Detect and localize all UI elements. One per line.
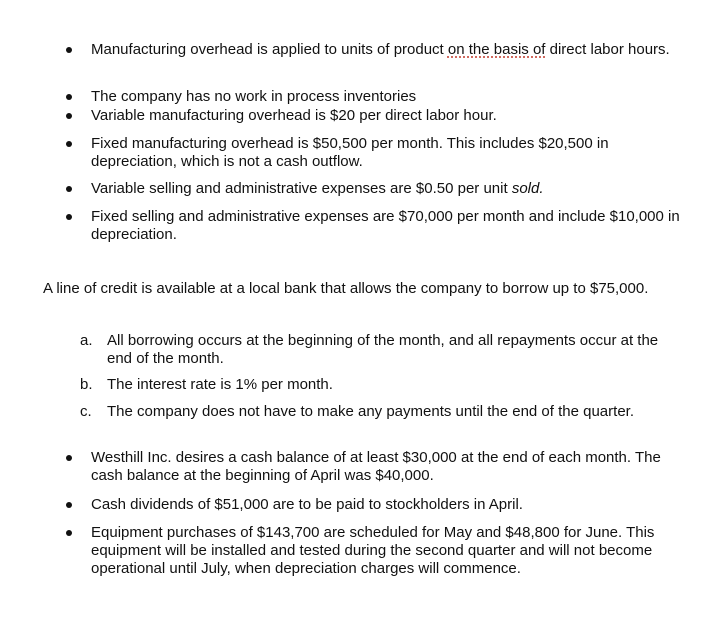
list-marker: b.: [80, 376, 93, 393]
line-of-credit-paragraph: A line of credit is available at a local bank that allows the company to borrow up to $75,000.: [43, 280, 649, 297]
bullet-text: Variable manufacturing overhead is $20 per direct labor hour.: [91, 107, 497, 124]
credit-term-c: [80, 403, 667, 421]
bullet-text: Fixed selling and administrative expenses are $70,000 per month and include $10,000 in depreciation.: [91, 208, 680, 243]
credit-term-b: [80, 376, 667, 394]
bullet-item-variable-selling: [91, 180, 681, 198]
italic-word: sold.: [511, 180, 544, 197]
list-marker: a.: [80, 332, 93, 349]
list-item-text: All borrowing occurs at the beginning of the month, and all repayments occur at the end of the month.: [107, 332, 659, 367]
bullet-text: Equipment purchases of $143,700 are scheduled for May and $48,800 for June. This equipment will be installed and tested during the second quarter and will not become operational until July, when depreciation charges will commence.: [91, 524, 655, 577]
list-item-text: The interest rate is 1% per month.: [107, 376, 333, 393]
bullet-item-variable-overhead: [91, 107, 681, 125]
bullet-text: The company has no work in process inventories: [91, 88, 417, 105]
list-marker: c.: [80, 403, 92, 420]
bullet-item-equipment: [91, 524, 701, 578]
bullet-item-fixed-selling: [91, 208, 681, 244]
bullet-item-cash-balance: [91, 449, 681, 485]
bullet-text: Manufacturing overhead is applied to units of product: [91, 41, 448, 58]
bullet-item-no-wip: [91, 88, 681, 106]
underlined-phrase: on the basis of: [447, 41, 546, 58]
credit-term-a: [80, 332, 667, 368]
bullet-text: Westhill Inc. desires a cash balance of at least $30,000 at the end of each month. The cash balance at the beginning of April was $40,000.: [91, 449, 661, 484]
bullet-text: Fixed manufacturing overhead is $50,500 per month. This includes $20,500 in depreciation, which is not a cash outflow.: [91, 135, 609, 170]
list-item-text: The company does not have to make any payments until the end of the quarter.: [107, 403, 634, 420]
bullet-text: Cash dividends of $51,000 are to be paid to stockholders in April.: [91, 496, 523, 513]
bullet-text: direct labor hours.: [545, 41, 670, 58]
bullet-item-dividends: [91, 496, 681, 514]
bullet-item-fixed-overhead: [91, 135, 681, 171]
bullet-item-overhead-applied: [91, 41, 681, 59]
bullet-text: Variable selling and administrative expenses are $0.50 per unit: [91, 180, 512, 197]
